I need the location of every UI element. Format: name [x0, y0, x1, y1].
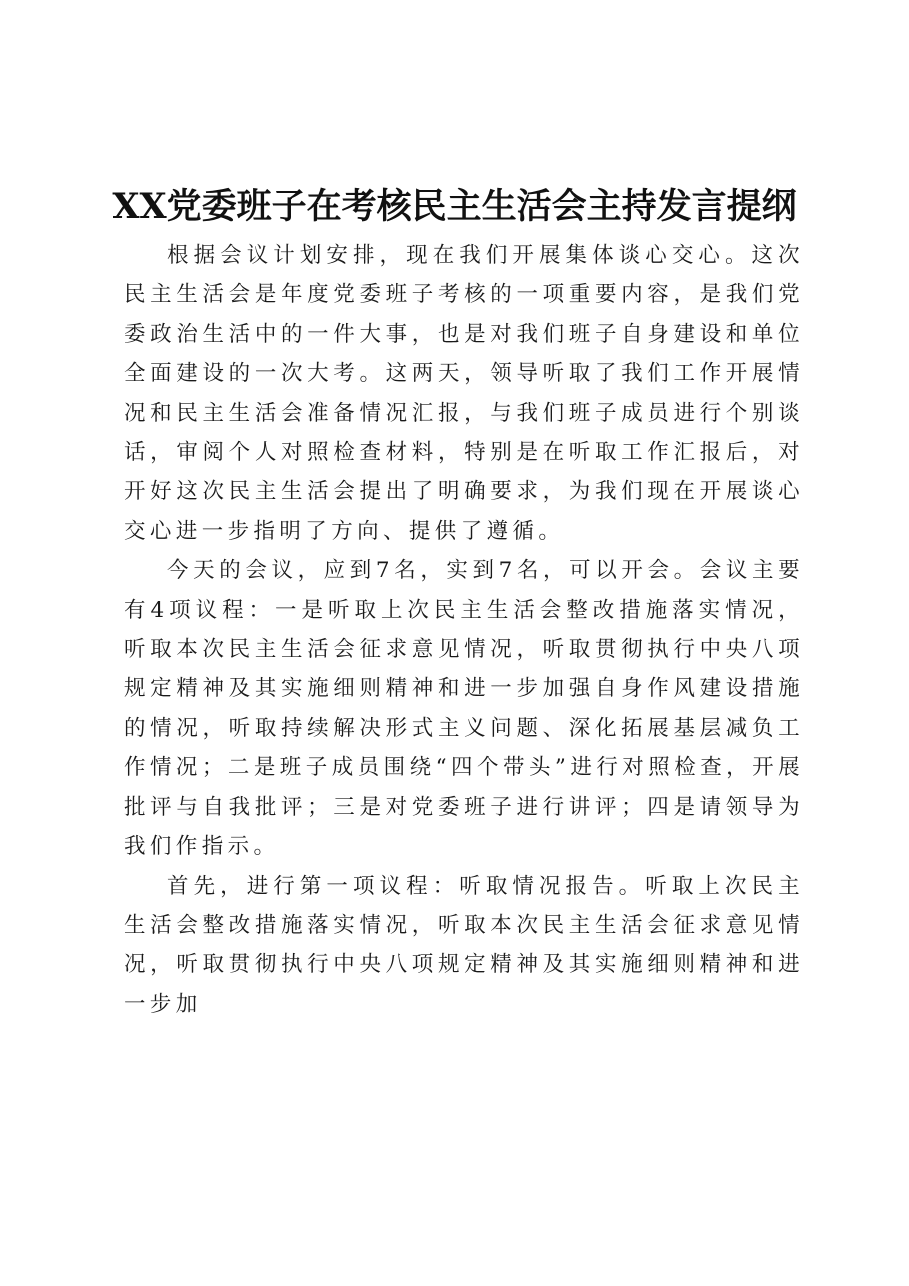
- paragraph-agenda: 今天的会议，应到7名，实到7名，可以开会。会议主要有4项议程：一是听取上次民主生活会整改措施落实情况，听取本次民主生活会征求意见情况，听取贯彻执行中央八项规定精神及其实施细则精神和进一步加强自身作风建设措施的情况，听取持续解决形式主义问题、深化拓展基层减负工作情况；二是班子成员围绕“四个带头”进行对照检查，开展批评与自我批评；三是对党委班子进行讲评；四是请领导为我们作指示。: [124, 558, 804, 860]
- paragraph-opening: 根据会议计划安排，现在我们开展集体谈心交心。这次民主生活会是年度党委班子考核的一项重要内容，是我们党委政治生活中的一件大事，也是对我们班子自身建设和单位全面建设的一次大考。这两天，领导听取了我们工作开展情况和民主生活会准备情况汇报，与我们班子成员进行个别谈话，审阅个人对照检查材料，特别是在听取工作汇报后，对开好这次民主生活会提出了明确要求，为我们现在开展谈心交心进一步指明了方向、提供了遵循。: [124, 243, 804, 544]
- document-body: [124, 236, 804, 1024]
- document-title: XX党委班子在考核民主生活会主持发言提纲: [112, 186, 797, 227]
- paragraph-first-item: 首先，进行第一项议程：听取情况报告。听取上次民主生活会整改措施落实情况，听取本次民主生活会征求意见情况，听取贯彻执行中央八项规定精神及其实施细则精神和进一步加: [124, 873, 804, 1017]
